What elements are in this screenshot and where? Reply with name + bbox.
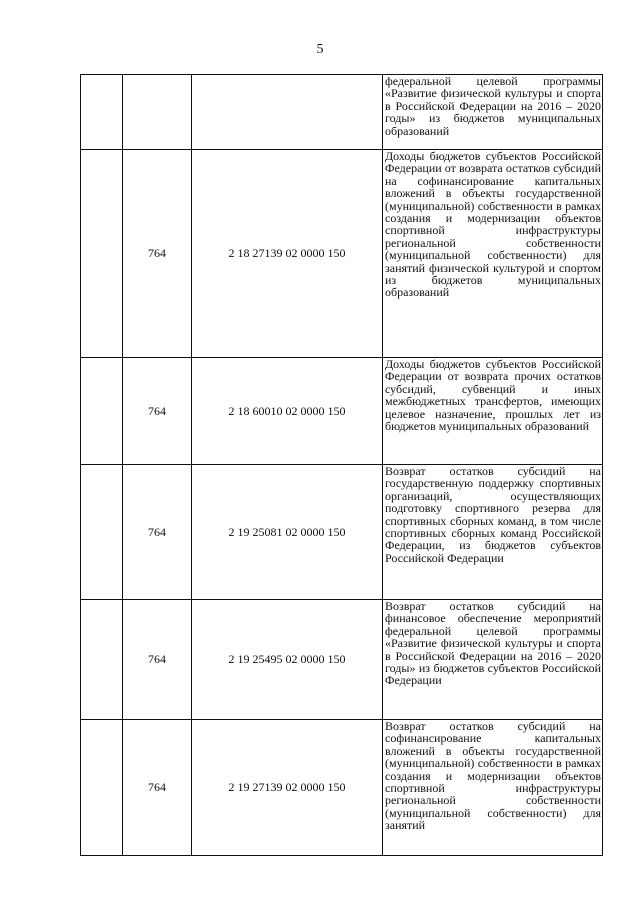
admin-code-cell: 764 [123, 150, 192, 358]
admin-code-cell [123, 75, 192, 150]
description-text: Возврат остатков субсидий на финансовое обеспечение мероприятий федеральной целевой программы «Развитие физической культуры и спорта в Российской Федерации на 2016 – 2020 годы» из бюджетов субъектов Российской Федерации [385, 599, 601, 688]
description-cell [383, 465, 603, 600]
budget-code-cell: 2 19 27139 02 0000 150 [192, 720, 383, 856]
description-text: Возврат остатков субсидий на государственную поддержку спортивных организаций, осуществляющих подготовку спортивного резерва для спортивных сборных команд, в том числе спортивных сборных команд Российской Федерации, из бюджетов субъектов Российской Федерации [385, 464, 601, 565]
budget-codes-table [80, 74, 603, 856]
description-cell [383, 720, 603, 856]
page-number: 5 [316, 42, 324, 57]
empty-cell [81, 720, 123, 856]
table-row [81, 465, 603, 600]
empty-cell [81, 600, 123, 720]
description-cell [383, 75, 603, 150]
table-row [81, 600, 603, 720]
admin-code-cell: 764 [123, 465, 192, 600]
empty-cell [81, 358, 123, 465]
table-row [81, 358, 603, 465]
description-text: Возврат остатков субсидий на софинансирование капитальных вложений в объекты государственной (муниципальной) собственности в рамках создания и модернизации объектов спортивной инфраструктуры региональной собственности (муниципальной собственности) для занятий [385, 719, 601, 833]
admin-code-cell: 764 [123, 600, 192, 720]
budget-code-cell [192, 75, 383, 150]
budget-code-cell: 2 19 25081 02 0000 150 [192, 465, 383, 600]
admin-code-cell: 764 [123, 720, 192, 856]
table-row [81, 720, 603, 856]
description-cell [383, 150, 603, 358]
description-text: федеральной целевой программы «Развитие физической культуры и спорта в Российской Федерации на 2016 – 2020 годы» из бюджетов муниципальных образований [385, 74, 601, 138]
budget-code-cell: 2 19 25495 02 0000 150 [192, 600, 383, 720]
description-cell [383, 600, 603, 720]
table-row [81, 150, 603, 358]
empty-cell [81, 465, 123, 600]
admin-code-cell: 764 [123, 358, 192, 465]
budget-code-cell: 2 18 27139 02 0000 150 [192, 150, 383, 358]
empty-cell [81, 75, 123, 150]
description-cell [383, 358, 603, 465]
description-text: Доходы бюджетов субъектов Российской Федерации от возврата остатков субсидий на софинансирование капитальных вложений в объекты государственной (муниципальной) собственности в рамках создания и модернизации объектов спортивной инфраструктуры региональной собственности (муниципальной собственности) для занятий физической культурой и спортом из бюджетов муниципальных образований [385, 149, 601, 300]
table-row [81, 75, 603, 150]
empty-cell [81, 150, 123, 358]
budget-code-cell: 2 18 60010 02 0000 150 [192, 358, 383, 465]
description-text: Доходы бюджетов субъектов Российской Федерации от возврата прочих остатков субсидий, субвенций и иных межбюджетных трансфертов, имеющих целевое назначение, прошлых лет из бюджетов муниципальных образований [385, 357, 601, 434]
